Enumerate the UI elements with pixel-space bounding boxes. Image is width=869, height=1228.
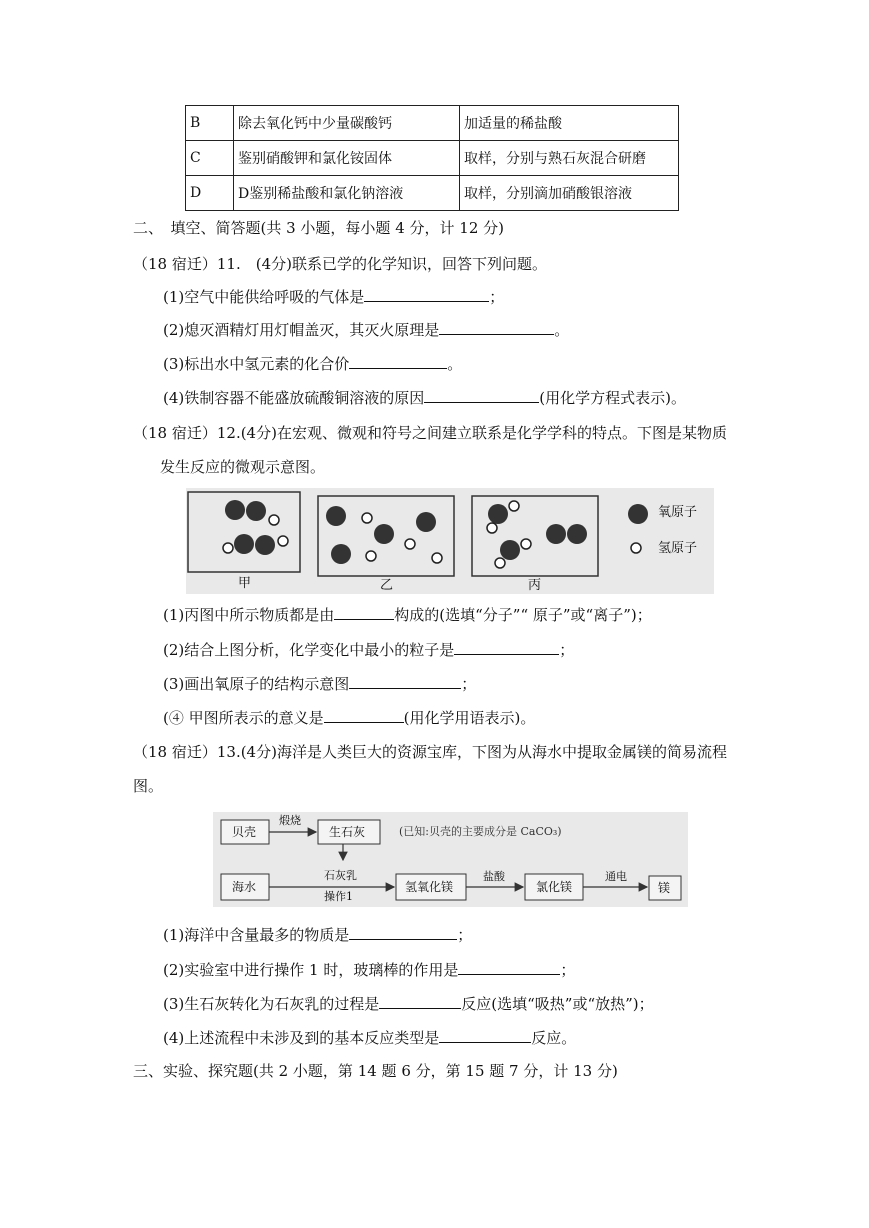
oxygen-atom [488, 504, 508, 524]
molecule-diagram [186, 488, 714, 594]
legend-oxygen-icon [628, 504, 648, 524]
oxygen-atom [546, 524, 566, 544]
hydrogen-atom [366, 551, 376, 561]
hydrogen-atom [223, 543, 233, 553]
flow-seawater: 海水 [232, 880, 257, 894]
table-row [186, 141, 679, 176]
answer-blank[interactable] [334, 605, 394, 620]
hydrogen-atom [278, 536, 288, 546]
q13-part4 [163, 1028, 576, 1048]
option-method: 加适量的稀盐酸 [460, 106, 679, 141]
answer-blank[interactable] [364, 287, 489, 302]
option-task: D鉴别稀盐酸和氯化钠溶液 [234, 176, 460, 211]
legend-hydrogen-label: 氢原子 [658, 541, 698, 556]
q13-stem: （18 宿迁）13.(4分)海洋是人类巨大的资源宝库，下图为从海水中提取金属镁的简易流程 [133, 743, 727, 761]
oxygen-atom [416, 512, 436, 532]
flow-shell: 贝壳 [232, 825, 257, 839]
answer-blank[interactable] [439, 320, 554, 335]
q11-stem: （18 宿迁）11. (4分)联系已学的化学知识，回答下列问题。 [133, 255, 547, 273]
flow-op1: 操作1 [324, 890, 353, 903]
oxygen-atom [331, 544, 351, 564]
flow-hcl: 盐酸 [483, 870, 505, 883]
question-text: (4)上述流程中未涉及到的基本反应类型是 [163, 1029, 440, 1047]
label-jia: 甲 [238, 576, 252, 591]
option-task: 鉴别硝酸钾和氯化铵固体 [234, 141, 460, 176]
oxygen-atom [225, 500, 245, 520]
question-text: (2)实验室中进行操作 1 时，玻璃棒的作用是 [163, 961, 459, 979]
hydrogen-atom [362, 513, 372, 523]
label-bing: 丙 [528, 578, 542, 593]
question-text: (用化学用语表示)。 [403, 709, 536, 727]
answer-blank[interactable] [458, 960, 560, 975]
option-method: 取样，分别滴加硝酸银溶液 [460, 176, 679, 211]
answer-blank[interactable] [424, 388, 539, 403]
question-text: 。 [447, 355, 463, 373]
section3-heading: 三、实验、探究题(共 2 小题，第 14 题 6 分，第 15 题 7 分，计 13 分) [133, 1062, 618, 1080]
question-text: (④ 甲图所表示的意义是 [163, 709, 324, 727]
question-text: ； [560, 961, 576, 979]
hydrogen-atom [521, 539, 531, 549]
legend-oxygen-label: 氧原子 [658, 505, 698, 520]
question-text: (3)生石灰转化为石灰乳的过程是 [163, 995, 380, 1013]
question-text: 反应。 [531, 1029, 577, 1047]
oxygen-atom [326, 506, 346, 526]
q13-part3 [163, 994, 654, 1014]
q12-part1 [163, 605, 652, 625]
flow-limemilk: 石灰乳 [324, 869, 357, 882]
oxygen-atom [255, 535, 275, 555]
label-yi: 乙 [380, 578, 394, 593]
flow-mgcl: 氯化镁 [536, 880, 573, 894]
hydrogen-atom [405, 539, 415, 549]
question-text: (4)铁制容器不能盛放硫酸铜溶液的原因 [163, 389, 425, 407]
q11-part4 [163, 388, 686, 408]
flow-quicklime: 生石灰 [329, 825, 366, 839]
q12-part4 [163, 708, 535, 728]
answer-blank[interactable] [324, 708, 404, 723]
option-label: B [186, 106, 234, 141]
flow-calcine: 煅烧 [279, 814, 301, 827]
question-text: (1)空气中能供给呼吸的气体是 [163, 288, 365, 306]
flow-mgoh: 氢氧化镁 [405, 880, 454, 894]
q11-part1 [163, 287, 504, 307]
option-task: 除去氧化钙中少量碳酸钙 [234, 106, 460, 141]
oxygen-atom [234, 534, 254, 554]
question-text: ； [457, 926, 473, 944]
question-text: ； [559, 641, 575, 659]
question-text: (1)丙图中所示物质都是由 [163, 606, 335, 624]
answer-blank[interactable] [349, 925, 457, 940]
q13-part1 [163, 925, 472, 945]
flow-electro: 通电 [605, 870, 627, 883]
flow-mg: 镁 [658, 881, 671, 895]
question-text: (2)结合上图分析，化学变化中最小的粒子是 [163, 641, 455, 659]
hydrogen-atom [487, 523, 497, 533]
question-text: 。 [554, 321, 570, 339]
table-row [186, 106, 679, 141]
question-text: 反应(选填“吸热”或“放热”)； [461, 995, 654, 1013]
q12-part3 [163, 674, 476, 694]
answer-blank[interactable] [349, 354, 447, 369]
options-table [185, 105, 679, 211]
box-jia [188, 492, 300, 572]
q12-stem-cont: 发生反应的微观示意图。 [160, 458, 326, 476]
q13-part2 [163, 960, 575, 980]
oxygen-atom [374, 524, 394, 544]
q12-part2 [163, 640, 574, 660]
flow-note: (已知:贝壳的主要成分是 CaCO₃) [399, 825, 562, 838]
answer-blank[interactable] [439, 1028, 531, 1043]
hydrogen-atom [509, 501, 519, 511]
hydrogen-atom [495, 558, 505, 568]
q11-part2 [163, 320, 569, 340]
question-text: ； [489, 288, 505, 306]
question-text: ； [461, 675, 477, 693]
oxygen-atom [500, 540, 520, 560]
answer-blank[interactable] [454, 640, 559, 655]
oxygen-atom [567, 524, 587, 544]
q11-part3 [163, 354, 462, 374]
answer-blank[interactable] [349, 674, 461, 689]
molecule-figure [186, 488, 714, 594]
question-text: (3)画出氧原子的结构示意图 [163, 675, 350, 693]
q12-stem: （18 宿迁）12.(4分)在宏观、微观和符号之间建立联系是化学学科的特点。下图是某物质 [133, 424, 727, 442]
question-text: 构成的(选填“分子”“ 原子”或“离子”)； [394, 606, 652, 624]
hydrogen-atom [269, 515, 279, 525]
hydrogen-atom [432, 553, 442, 563]
question-text: (2)熄灭酒精灯用灯帽盖灭，其灭火原理是 [163, 321, 440, 339]
option-label: C [186, 141, 234, 176]
oxygen-atom [246, 501, 266, 521]
option-method: 取样，分别与熟石灰混合研磨 [460, 141, 679, 176]
question-text: (用化学方程式表示)。 [539, 389, 686, 407]
table-row [186, 176, 679, 211]
option-label: D [186, 176, 234, 211]
q13-stem-cont: 图。 [133, 777, 164, 795]
flow-chart [213, 812, 688, 907]
question-text: (3)标出水中氢元素的化合价 [163, 355, 350, 373]
answer-blank[interactable] [379, 994, 461, 1009]
legend-hydrogen-icon [631, 543, 641, 553]
section2-heading: 二、 填空、简答题(共 3 小题，每小题 4 分，计 12 分) [133, 219, 504, 237]
question-text: (1)海洋中含量最多的物质是 [163, 926, 350, 944]
